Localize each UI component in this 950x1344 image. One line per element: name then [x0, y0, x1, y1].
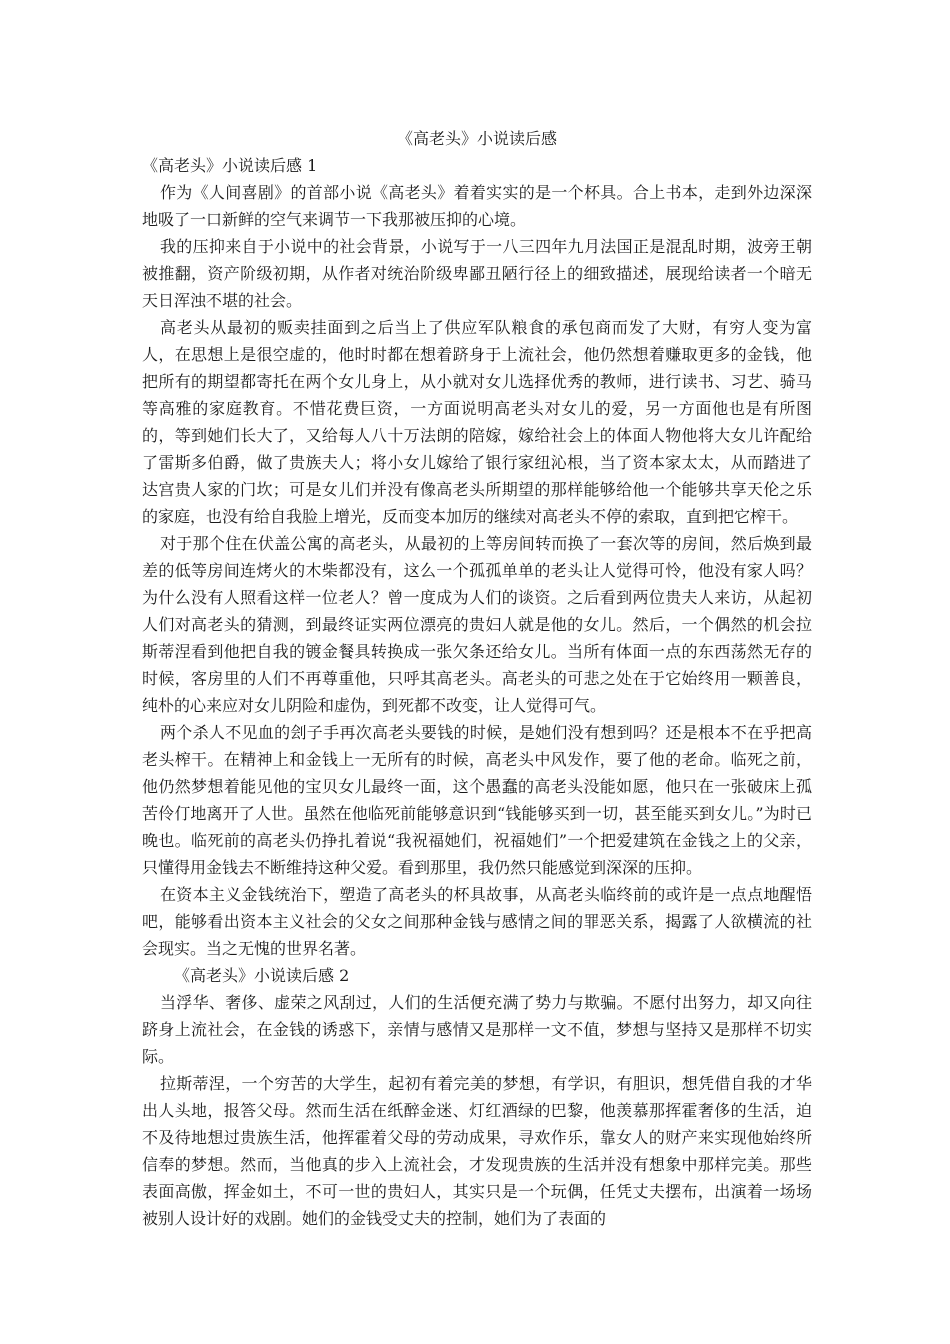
paragraph: 我的压抑来自于小说中的社会背景，小说写于一八三四年九月法国正是混乱时期，波旁王朝被推翻，资产阶级初期，从作者对统治阶级卑鄙丑陋行径上的细致描述，展现给读者一个暗无天日浑浊不堪的社会。	[142, 237, 812, 310]
paragraph: 两个杀人不见血的刽子手再次高老头要钱的时候，是她们没有想到吗？还是根本不在乎把高老头榨干。在精神上和金钱上一无所有的时候，高老头中风发作，要了他的老命。临死之前，他仍然梦想着能见他的宝贝女儿最终一面，这个愚蠢的高老头没能如愿，他只在一张破床上孤苦伶仃地离开了人世。虽然在他临死前能够意识到“钱能够买到一切，甚至能买到女儿。”为时已晚也。临死前的高老头仍挣扎着说“我祝福她们，祝福她们”一个把爱建筑在金钱之上的父亲，只懂得用金钱去不断维持这种父爱。看到那里，我仍然只能感觉到深深的压抑。	[142, 723, 812, 877]
paragraph: 高老头从最初的贩卖挂面到之后当上了供应军队粮食的承包商而发了大财，有穷人变为富人，在思想上是很空虚的，他时时都在想着跻身于上流社会，他仍然想着赚取更多的金钱，他把所有的期望都寄托在两个女儿身上，从小就对女儿选择优秀的教师，进行读书、习艺、骑马等高雅的家庭教育。不惜花费巨资，一方面说明高老头对女儿的爱，另一方面他也是有所图的，等到她们长大了，又给每人八十万法朗的陪嫁，嫁给社会上的体面人物他将大女儿许配给了雷斯多伯爵，做了贵族夫人；将小女儿嫁给了银行家纽沁根，当了资本家太太，从而踏进了达宫贵人家的门坎；可是女儿们并没有像高老头所期望的那样能够给他一个能够共享天伦之乐的家庭，也没有给自我脸上增光，反而变本加厉的继续对高老头不停的索取，直到把它榨干。	[142, 318, 812, 526]
paragraph: 拉斯蒂涅，一个穷苦的大学生，起初有着完美的梦想，有学识，有胆识，想凭借自我的才华出人头地，报答父母。然而生活在纸醉金迷、灯红酒绿的巴黎，他羡慕那挥霍奢侈的生活，迫不及待地想过贵族生活，他挥霍着父母的劳动成果，寻欢作乐，靠女人的财产来实现他始终所信奉的梦想。然而，当他真的步入上流社会，才发现贵族的生活并没有想象中那样完美。那些表面高傲，挥金如土，不可一世的贵妇人，其实只是一个玩偶，任凭丈夫摆布，出演着一场场被别人设计好的戏剧。她们的金钱受丈夫的控制，她们为了表面的	[142, 1074, 812, 1228]
section-heading-1: 《高老头》小说读后感 1	[142, 156, 318, 175]
paragraph: 对于那个住在伏盖公寓的高老头，从最初的上等房间转而换了一套次等的房间，然后焕到最差的低等房间连烤火的木柴都没有，这么一个孤孤单单的老头让人觉得可怜，他没有家人吗？为什么没有人照看这样一位老人？曾一度成为人们的谈资。之后看到两位贵夫人来访，从起初人们对高老头的猜测，到最终证实两位漂亮的贵妇人就是他的女儿。然后，一个偶然的机会拉斯蒂涅看到他把自我的镀金餐具转换成一张欠条还给女儿。当所有体面一点的东西荡然无存的时候，客房里的人们不再尊重他，只呼其高老头。高老头的可悲之处在于它始终用一颗善良，纯朴的心来应对女儿阴险和虚伪，到死都不改变，让人觉得可气。	[142, 534, 812, 715]
paragraph: 在资本主义金钱统治下，塑造了高老头的杯具故事，从高老头临终前的或许是一点点地醒悟吧，能够看出资本主义社会的父女之间那种金钱与感情之间的罪恶关系，揭露了人欲横流的社会现实。当之无愧的世界名著。	[142, 885, 812, 958]
section-heading-2: 《高老头》小说读后感 2	[174, 966, 350, 985]
paragraph: 当浮华、奢侈、虚荣之风刮过，人们的生活便充满了势力与欺骗。不愿付出努力，却又向往跻身上流社会，在金钱的诱惑下，亲情与感情又是那样一文不值，梦想与坚持又是那样不切实际。	[142, 993, 812, 1066]
document-body	[142, 125, 812, 1232]
paragraph: 作为《人间喜剧》的首部小说《高老头》着着实实的是一个杯具。合上书本，走到外边深深地吸了一口新鲜的空气来调节一下我那被压抑的心境。	[142, 183, 812, 229]
document-title: 《高老头》小说读后感	[396, 129, 557, 148]
